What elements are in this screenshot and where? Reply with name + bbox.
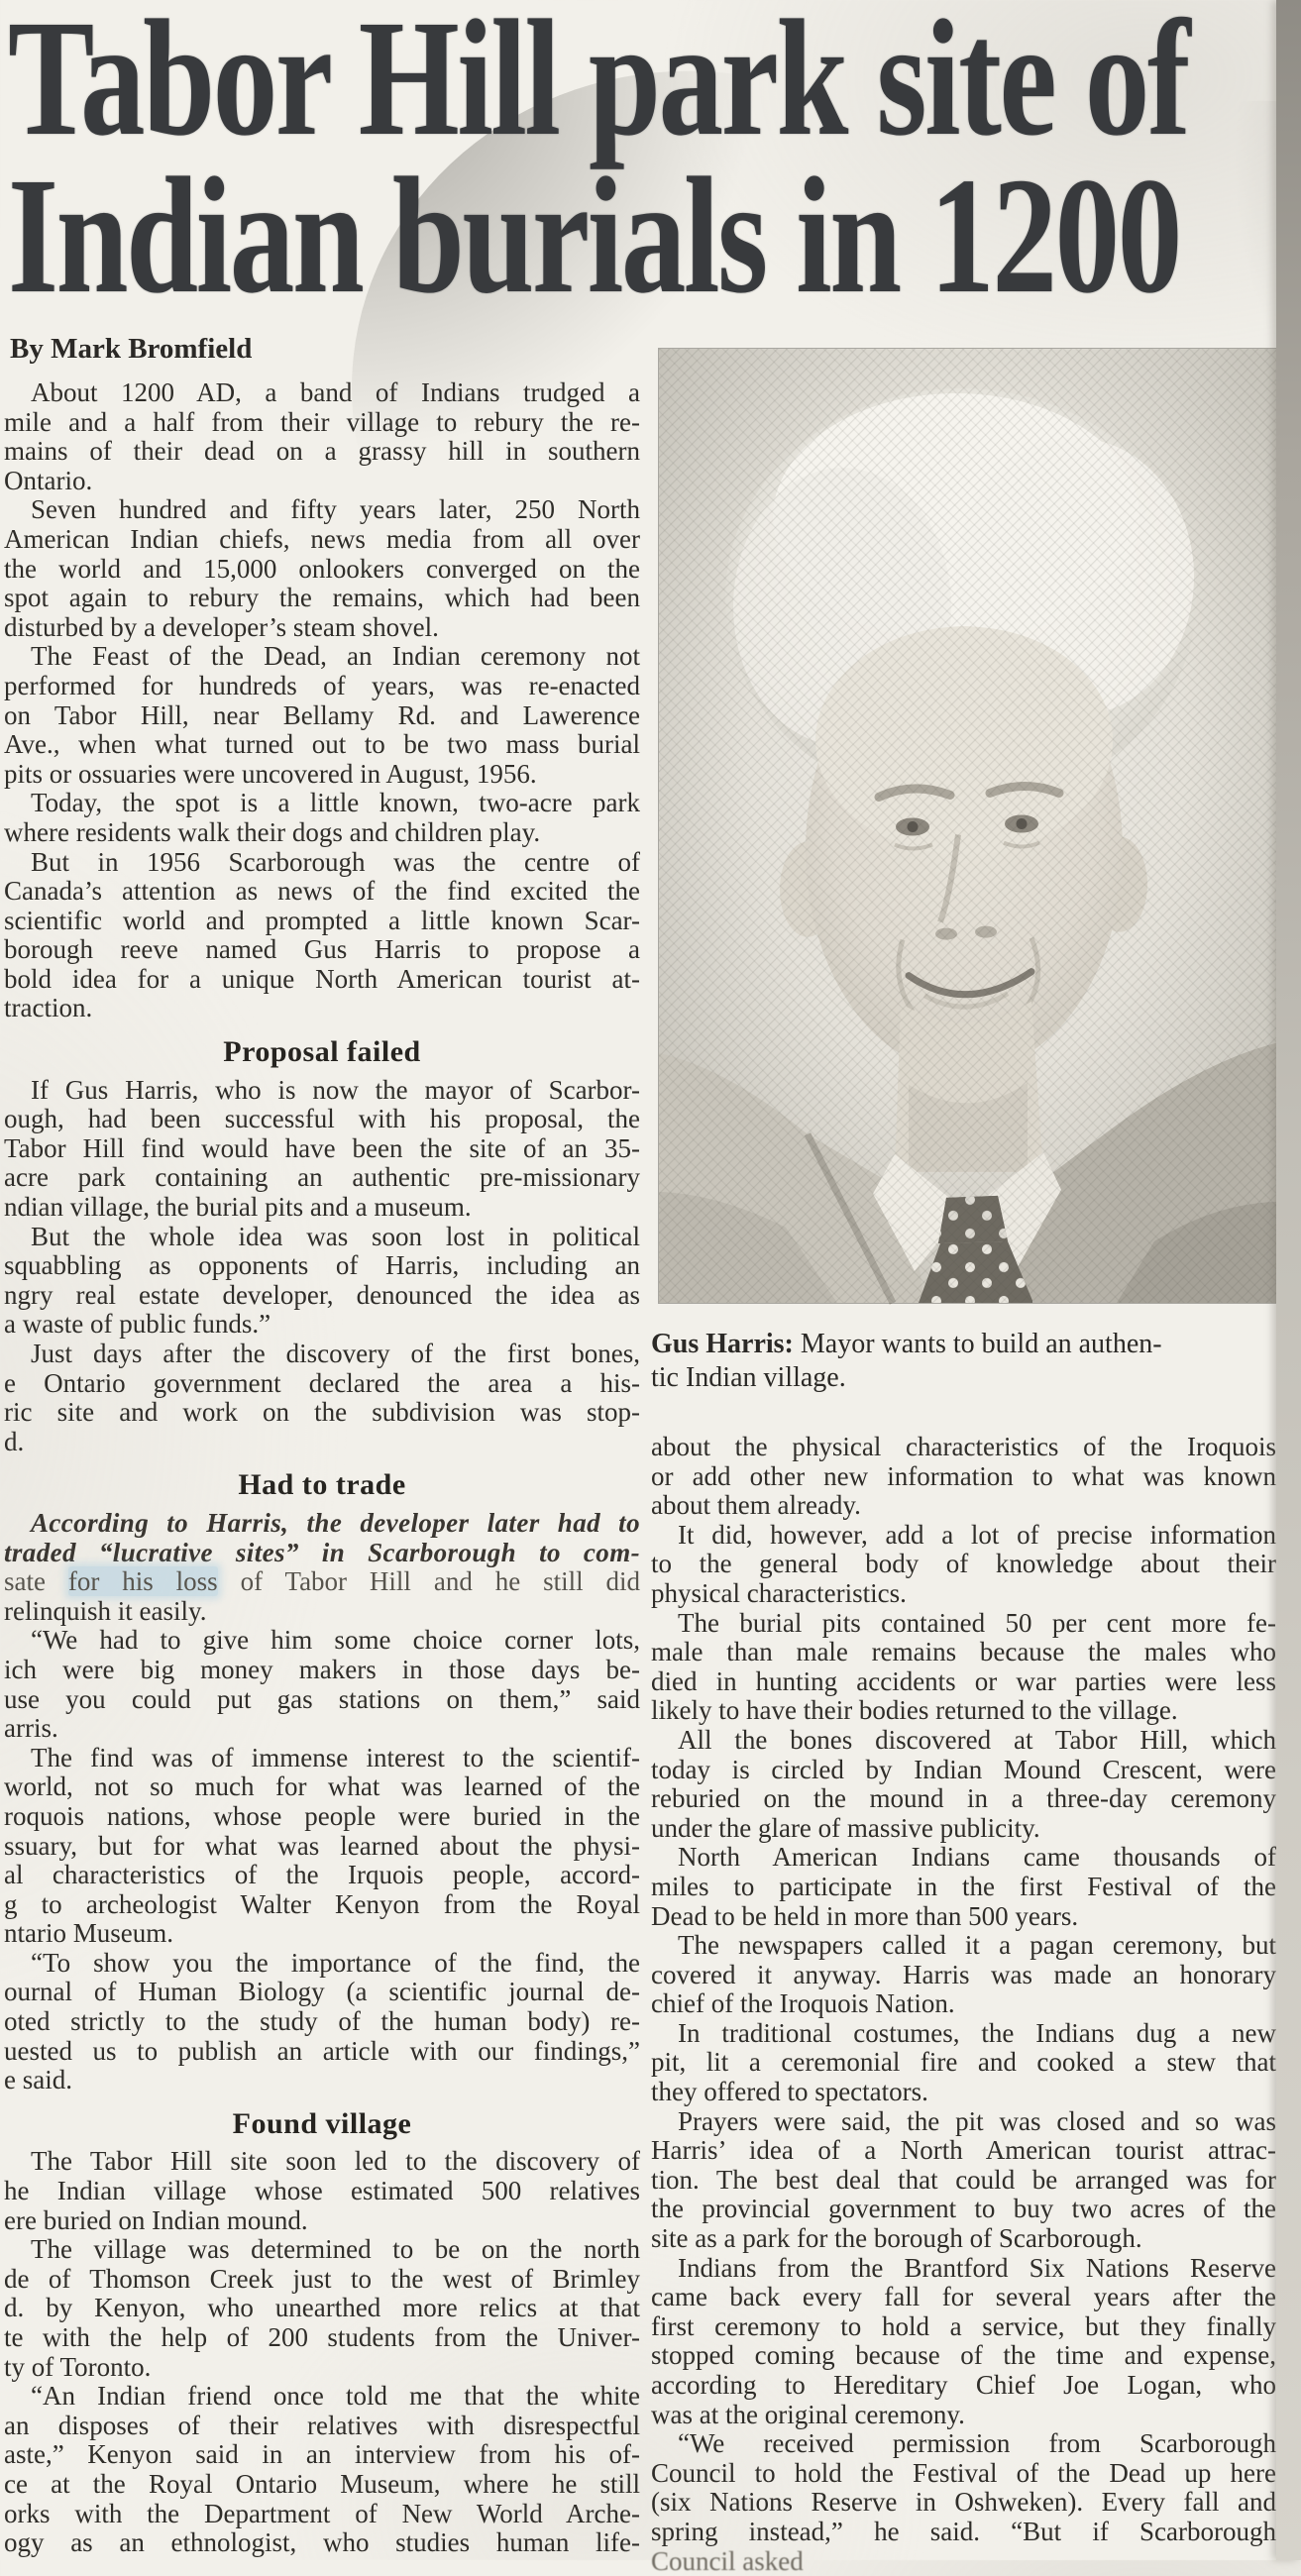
text-line: ric site and work on the subdivision was stop- — [4, 1397, 640, 1428]
text-line: pits or ossuaries were uncovered in August, 1956. — [4, 758, 537, 789]
paragraph — [4, 848, 640, 1024]
scan-edge-shadow — [1276, 0, 1301, 2560]
text-line: Harris’ idea of a North American tourist attrac- — [651, 2135, 1276, 2166]
text-line: traded “lucrative sites” in Scarborough to com- — [4, 1537, 640, 1567]
portrait-photo — [659, 349, 1276, 1303]
text-line: he Indian village whose estimated 500 relatives — [4, 2176, 640, 2206]
text-line: covered it anyway. Harris was made an honorary — [651, 1959, 1276, 1989]
text-line: spot again to rebury the remains, which had been — [4, 583, 640, 613]
text-line: according to Hereditary Chief Joe Logan, who — [651, 2370, 1276, 2400]
text-line: to the general body of knowledge about their — [651, 1549, 1276, 1579]
text-line: about them already. — [651, 1490, 861, 1521]
text-line: borough reeve named Gus Harris to propose a — [4, 934, 640, 965]
text-line: likely to have their bodies returned to the village. — [651, 1695, 1178, 1726]
paragraph — [651, 2429, 1276, 2576]
text-line: chief of the Iroquois Nation. — [651, 1988, 955, 2019]
byline: By Mark Bromfield — [10, 333, 253, 365]
text-line: ntario Museum. — [4, 1918, 173, 1949]
text-line: ere buried on Indian mound. — [4, 2204, 308, 2235]
paragraph — [4, 2235, 640, 2382]
text-line: was at the original ceremony. — [651, 2399, 965, 2429]
paragraph — [651, 2107, 1276, 2254]
text-line: squabbling as opponents of Harris, including an — [4, 1250, 640, 1281]
text-line: According to Harris, the developer later had to — [31, 1507, 640, 1538]
paragraph — [4, 2147, 640, 2235]
paragraph — [651, 1726, 1276, 1843]
text-line: ce at the Royal Ontario Museum, where he still — [4, 2468, 640, 2499]
text-line: About 1200 AD, a band of Indians trudged a — [31, 377, 640, 407]
text-line: they offered to spectators. — [651, 2077, 928, 2107]
text-line: mains of their dead on a grassy hill in southern — [4, 436, 640, 467]
paragraph — [651, 1843, 1276, 1931]
text-line: reburied on the mound in a three-day ceremony — [651, 1783, 1276, 1814]
text-line: Canada’s attention as news of the find excited the — [4, 876, 640, 907]
text-line: ogy as an ethnologist, who studies human life- — [4, 2527, 640, 2558]
text-line: ich were big money makers in those days be- — [4, 1654, 640, 1684]
text-line: te with the help of 200 students from the Univer- — [4, 2322, 640, 2352]
text-line: The burial pits contained 50 per cent more fe- — [678, 1607, 1276, 1638]
text-line: The Feast of the Dead, an Indian ceremony not — [31, 641, 640, 672]
text-line: All the bones discovered at Tabor Hill, which — [678, 1724, 1276, 1755]
left-column — [4, 378, 640, 2560]
paragraph — [651, 1521, 1276, 1609]
text-line: ty of Toronto. — [4, 2351, 152, 2382]
text-line: uested us to publish an article with our findings,” — [4, 2035, 640, 2066]
text-line: or add other new information to what was known — [651, 1460, 1276, 1491]
text-line: the provincial government to buy two acres of the — [651, 2194, 1276, 2224]
section-heading: Proposal failed — [223, 1035, 421, 1069]
text-line: male than male remains because the males who — [651, 1637, 1276, 1667]
text-line: spring instead,” he said. “But if Scarborough — [651, 2516, 1276, 2546]
text-line: ssuary, but for what was learned about the physi- — [4, 1830, 640, 1861]
text-line: site as a park for the borough of Scarborough. — [651, 2223, 1142, 2254]
paragraph — [4, 495, 640, 642]
text-line: Just days after the discovery of the first bones, — [31, 1339, 640, 1368]
text-line: ournal of Human Biology (a scientific journal de- — [4, 1977, 640, 2007]
text-line: The find was of immense interest to the scientif- — [31, 1742, 640, 1772]
text-line: miles to participate in the first Festival of the — [651, 1871, 1276, 1901]
highlighter-mark: for his loss — [67, 1566, 218, 1597]
portrait-photo-art — [659, 349, 1276, 1303]
text-line: But the whole idea was soon lost in political — [31, 1221, 640, 1251]
text-line: “We had to give him some choice corner lots, — [31, 1625, 640, 1656]
text-line: performed for hundreds of years, was re-enacted — [4, 670, 640, 700]
paragraph — [651, 1931, 1276, 2019]
text-line: In traditional costumes, the Indians dug a new — [678, 2017, 1276, 2048]
text-line: Indians from the Brantford Six Nations Reserve — [678, 2252, 1276, 2283]
text-line: Dead to be held in more than 500 years. — [651, 1900, 1079, 1931]
paragraph — [4, 1626, 640, 1743]
text-line: bold idea for a unique North American tourist at- — [4, 963, 640, 994]
paragraph — [4, 1076, 640, 1223]
text-line: disturbed by a developer’s steam shovel. — [4, 611, 439, 642]
text-line: world, not so much for what was learned of the — [4, 1771, 640, 1802]
text-line: traction. — [4, 993, 93, 1023]
text-line: on Tabor Hill, near Bellamy Rd. and Lawerence — [4, 699, 640, 730]
text-line: The Tabor Hill site soon led to the discovery of — [31, 2146, 640, 2177]
text-line: about the physical characteristics of the Iroquois — [651, 1432, 1276, 1461]
caption-lead: Gus Harris: — [651, 1329, 794, 1359]
text-line: oted strictly to the study of the human body) re- — [4, 2006, 640, 2037]
text-line: pit, lit a ceremonial fire and cooked a stew that — [651, 2047, 1276, 2078]
caption-line1 — [651, 1328, 1279, 1361]
paragraph — [4, 1744, 640, 1949]
text-line: came back every fall for several years after the — [651, 2282, 1276, 2312]
text-line: If Gus Harris, who is now the mayor of Scarbor- — [31, 1074, 640, 1105]
text-line: use you could put gas stations on them,” said — [4, 1683, 640, 1714]
caption-line2: tic Indian village. — [651, 1362, 846, 1393]
text-line: physical characteristics. — [651, 1577, 907, 1608]
paragraph — [4, 1949, 640, 2095]
text-line: first ceremony to hold a service, but they finally — [651, 2310, 1276, 2341]
paragraph — [4, 378, 640, 495]
text-line: ough, had been successful with his proposal, the — [4, 1104, 640, 1134]
paragraph — [4, 789, 640, 847]
paragraph — [4, 2382, 640, 2558]
text-line: relinquish it easily. — [4, 1595, 207, 1626]
paragraph — [651, 2019, 1276, 2107]
text-line: American Indian chiefs, news media from all over — [4, 523, 640, 554]
text-line: e Ontario government declared the area a his- — [4, 1367, 640, 1398]
paragraph — [651, 2254, 1276, 2430]
text-line: de of Thomson Creek just to the west of Brimley — [4, 2263, 640, 2294]
paragraph — [651, 1609, 1276, 1726]
text-line: tion. The best deal that could be arranged was for — [651, 2164, 1276, 2195]
text-line: scientific world and prompted a little known Scar- — [4, 905, 640, 935]
headline-line1: Tabor Hill park site of — [8, 0, 1189, 170]
paragraph — [4, 1340, 640, 1456]
paragraph — [4, 1509, 640, 1626]
text-line: “We received permission from Scarborough — [678, 2428, 1276, 2459]
headline-line2: Indian burials in 1200 — [8, 144, 1180, 328]
text-line: Ontario. — [4, 465, 93, 495]
text-line: The village was determined to be on the north — [31, 2234, 640, 2265]
text-line: e said. — [4, 2065, 72, 2095]
text-line: Council asked — [651, 2545, 804, 2576]
text-line: It did, however, add a lot of precise information — [678, 1519, 1276, 1550]
right-column — [651, 1432, 1276, 2576]
text-line: Today, the spot is a little known, two-acre park — [31, 788, 640, 818]
text-line: a waste of public funds.” — [4, 1309, 271, 1340]
text-line: today is circled by Indian Mound Crescent, were — [651, 1754, 1276, 1784]
text-line: mile and a half from their village to rebury the re- — [4, 406, 640, 437]
text-line: aste,” Kenyon said in an interview from his of- — [4, 2439, 640, 2470]
text-line: died in hunting accidents or war parties were less — [651, 1665, 1276, 1696]
photo-caption — [651, 1328, 1279, 1395]
headline — [8, 0, 1189, 328]
text-line: g to archeologist Walter Kenyon from the Royal — [4, 1888, 640, 1919]
text-line: the world and 15,000 onlookers converged on the — [4, 553, 640, 584]
text-line: arris. — [4, 1713, 58, 1744]
text-line: (six Nations Reserve in Oshweken). Every fall and — [651, 2487, 1276, 2518]
text-line: Ave., when what turned out to be two mass burial — [4, 729, 640, 760]
paragraph — [4, 1223, 640, 1340]
text-line: where residents walk their dogs and children play. — [4, 816, 541, 847]
text-line: The newspapers called it a pagan ceremony, but — [678, 1930, 1276, 1961]
caption-line1-text: Mayor wants to build an authen- — [793, 1329, 1162, 1359]
text-line: orks with the Department of New World Arche- — [4, 2498, 640, 2528]
text-line: ndian village, the burial pits and a museum. — [4, 1192, 472, 1223]
text-line: Prayers were said, the pit was closed and so was — [678, 2105, 1276, 2136]
text-line: d. — [4, 1426, 25, 1456]
text-line: ngry real estate developer, denounced the idea as — [4, 1279, 640, 1310]
text-line: Council to hold the Festival of the Dead up here — [651, 2457, 1276, 2488]
text-line: stopped coming because of the time and expense, — [651, 2340, 1276, 2371]
paragraph — [4, 642, 640, 789]
section-heading: Found village — [232, 2106, 412, 2140]
section-heading: Had to trade — [238, 1468, 406, 1502]
text-line: Tabor Hill find would have been the site of an 35- — [4, 1132, 640, 1163]
text-line: under the glare of massive publicity. — [651, 1812, 1040, 1843]
text-line: “To show you the importance of the find, the — [31, 1947, 640, 1978]
text-line: al characteristics of the Irquois people, accord- — [4, 1860, 640, 1890]
text-line: “An Indian friend once told me that the white — [31, 2381, 640, 2412]
text-line: acre park containing an authentic pre-missionary — [4, 1162, 640, 1193]
paragraph — [651, 1433, 1276, 1521]
text-line: North American Indians came thousands of — [678, 1842, 1276, 1873]
text-line: sate for his loss of Tabor Hill and he still did — [4, 1566, 640, 1597]
text-line: an disposes of their relatives with disrespectful — [4, 2410, 640, 2440]
text-line: roquois nations, whose people were buried in the — [4, 1800, 640, 1831]
text-line: Seven hundred and fifty years later, 250 North — [31, 494, 640, 525]
text-line: But in 1956 Scarborough was the centre of — [31, 846, 640, 877]
text-line: d. by Kenyon, who unearthed more relics at that — [4, 2293, 640, 2323]
